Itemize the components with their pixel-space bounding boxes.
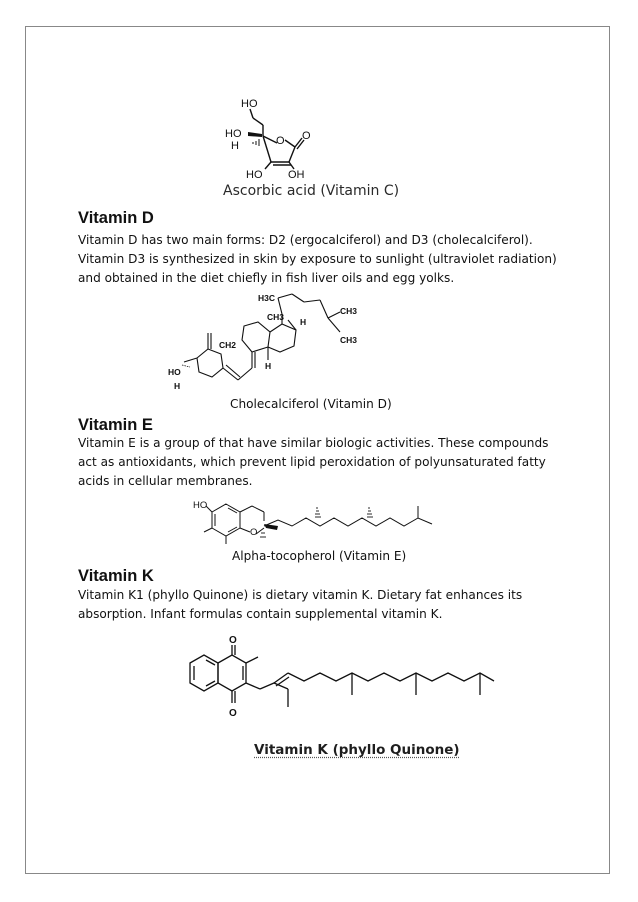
atom-h-left: H <box>174 381 181 391</box>
vitamin-k-paragraph <box>78 586 522 624</box>
atom-ho-bottom: HO <box>246 169 263 181</box>
atom-ch3-mid: CH3 <box>267 312 285 322</box>
atom-ho-top: HO <box>241 98 258 110</box>
ascorbic-acid-structure <box>215 92 325 184</box>
atom-h-bottom: H <box>265 361 272 371</box>
atom-o-carbonyl: O <box>302 130 311 142</box>
atom-h3c: H3C <box>258 293 276 303</box>
paragraph-line: absorption. Infant formulas contain supplemental vitamin K. <box>78 607 443 621</box>
vitamin-d-heading: Vitamin D <box>78 209 154 227</box>
cholecalciferol-structure <box>160 288 370 396</box>
vitamin-c-caption: Ascorbic acid (Vitamin C) <box>223 183 400 199</box>
atom-h-mid: H <box>300 317 307 327</box>
atom-ch2: CH2 <box>219 340 237 350</box>
vitamin-k-heading: Vitamin K <box>78 567 154 585</box>
atom-o-bottom: O <box>229 708 237 719</box>
atom-ho: HO <box>193 500 208 511</box>
phylloquinone-structure <box>168 633 503 725</box>
paragraph-line: and obtained in the diet chiefly in fish liver oils and egg yolks. <box>78 271 455 285</box>
vitamin-d-caption: Cholecalciferol (Vitamin D) <box>230 397 392 411</box>
vitamin-e-caption: Alpha-tocopherol (Vitamin E) <box>232 549 407 563</box>
atom-oh-bottom: OH <box>288 169 305 181</box>
paragraph-line: Vitamin E is a group of that have similar biologic activities. These compounds <box>78 436 549 450</box>
paragraph-line: acids in cellular membranes. <box>78 474 253 488</box>
atom-ho: HO <box>168 367 181 377</box>
vitamin-e-paragraph <box>78 434 548 491</box>
alpha-tocopherol-structure <box>188 494 438 546</box>
paragraph-line: Vitamin K1 (phyllo Quinone) is dietary vitamin K. Dietary fat enhances its <box>78 588 523 602</box>
atom-h-left: H <box>231 140 239 152</box>
vitamin-d-paragraph <box>78 231 557 288</box>
atom-o-ring: O <box>276 135 285 147</box>
atom-ch3-right-top: CH3 <box>340 306 358 316</box>
vitamin-e-heading: Vitamin E <box>78 416 153 434</box>
atom-o-ring: O <box>250 527 258 538</box>
atom-o-top: O <box>229 635 237 646</box>
atom-ho-left: HO <box>225 128 242 140</box>
paragraph-line: Vitamin D has two main forms: D2 (ergocalciferol) and D3 (cholecalciferol). <box>78 233 533 247</box>
vitamin-k-caption: Vitamin K (phyllo Quinone) <box>254 742 460 758</box>
atom-ch3-right-bottom: CH3 <box>340 335 358 345</box>
paragraph-line: Vitamin D3 is synthesized in skin by exposure to sunlight (ultraviolet radiation) <box>78 252 557 266</box>
paragraph-line: act as antioxidants, which prevent lipid peroxidation of polyunsaturated fatty <box>78 455 546 469</box>
